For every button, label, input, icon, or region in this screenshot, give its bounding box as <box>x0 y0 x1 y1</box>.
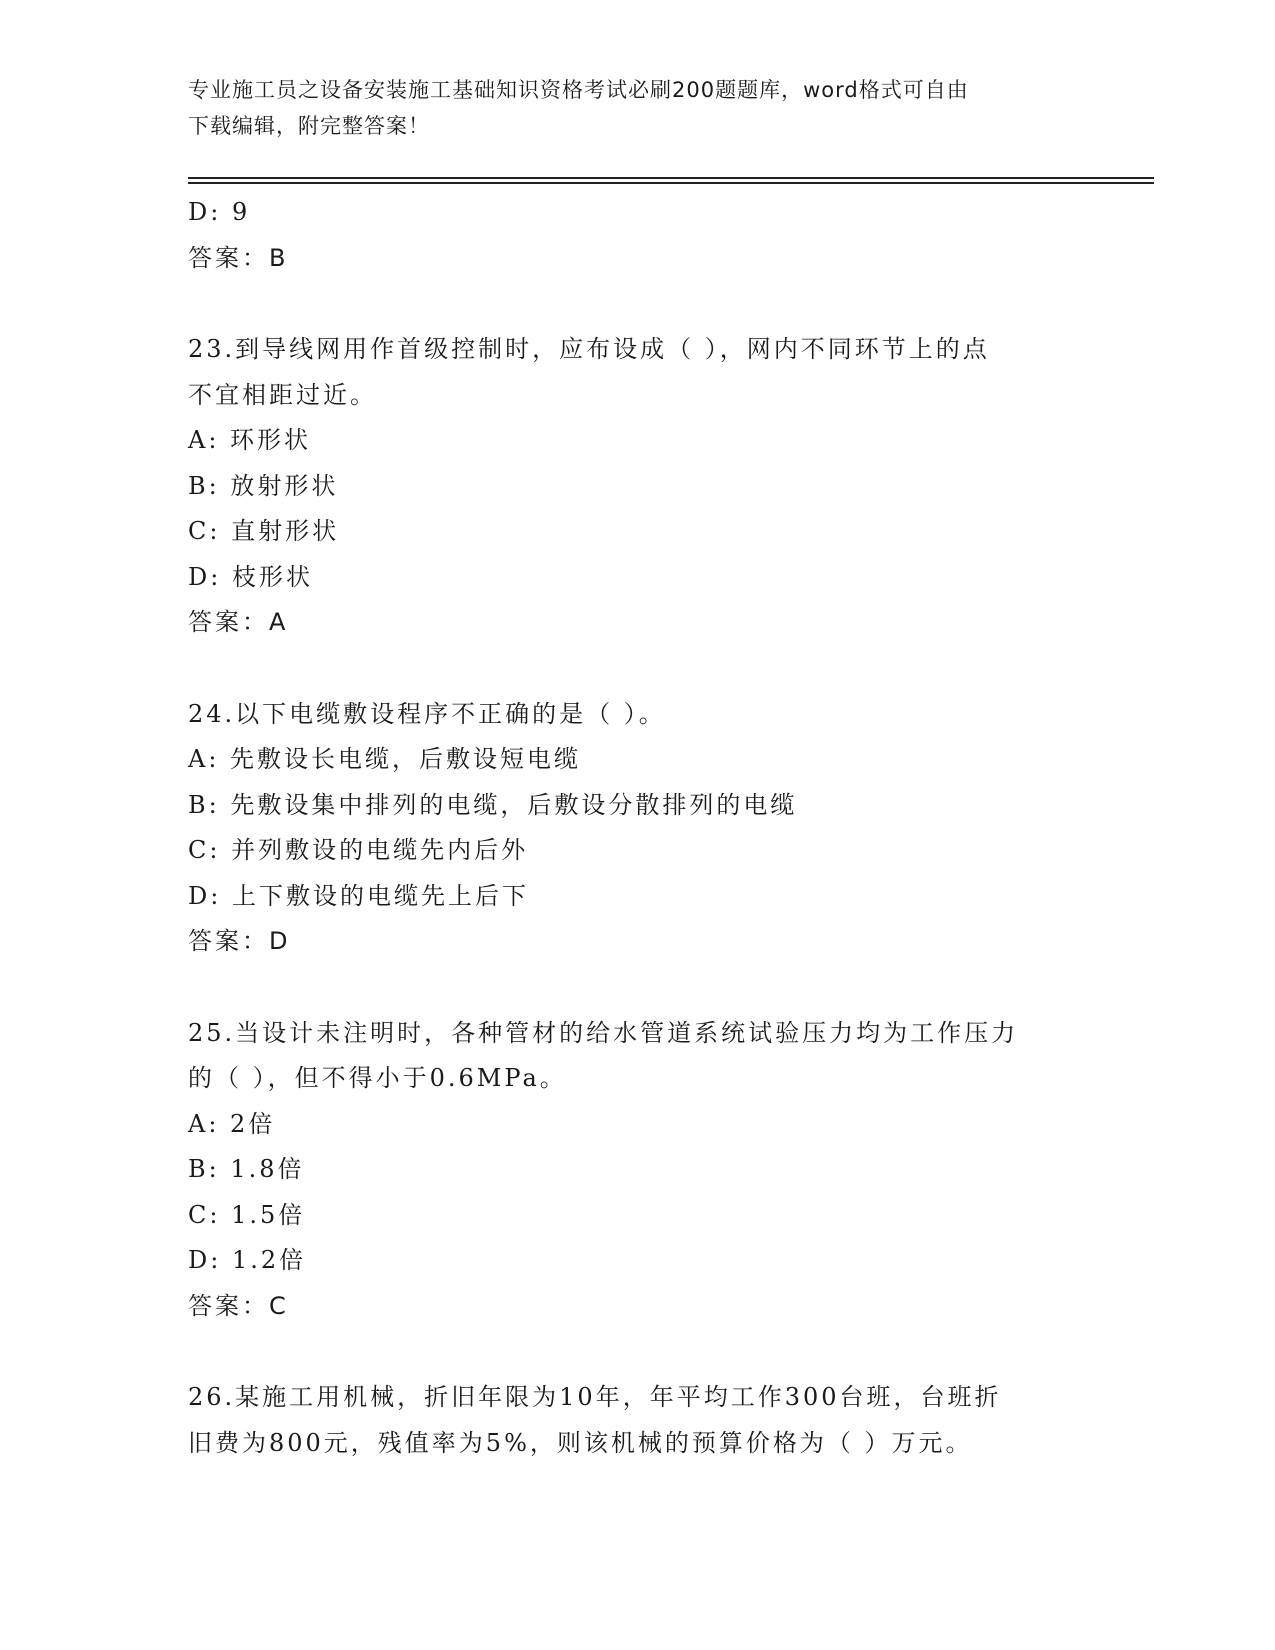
option-a: A: 环形状 <box>188 426 312 454</box>
question-stem: 25.当设计未注明时，各种管材的给水管道系统试验压力均为工作压力 <box>188 1018 1019 1047</box>
option-b: B: 先敷设集中排列的电缆，后敷设分散排列的电缆 <box>188 790 798 819</box>
option-a: A: 先敷设长电缆，后敷设短电缆 <box>188 745 582 773</box>
question-stem: 23.到导线网用作首级控制时，应布设成（ ），网内不同环节上的点 <box>188 335 990 363</box>
question-stem: 26.某施工用机械，折旧年限为10年，年平均工作300台班，台班折 <box>188 1383 1002 1411</box>
header-title-line-2: 下载编辑，附完整答案！ <box>188 114 430 138</box>
spacer <box>188 1329 1088 1375</box>
option-d: D: 上下敷设的电缆先上后下 <box>188 881 529 910</box>
document-header <box>188 72 1078 144</box>
option-d: D: 1.2倍 <box>188 1246 307 1274</box>
question-stem-continued: 的（ ），但不得小于0.6MPa。 <box>188 1064 567 1092</box>
option-b: B: 1.8倍 <box>188 1155 305 1183</box>
question-26 <box>188 1375 1088 1466</box>
question-23 <box>188 327 1088 646</box>
option-c: C: 1.5倍 <box>188 1200 306 1229</box>
question-stem: 24.以下电缆敷设程序不正确的是（ ）。 <box>188 699 666 728</box>
answer-line: 答案：C <box>188 1291 289 1320</box>
spacer <box>188 281 1088 327</box>
option-b: B: 放射形状 <box>188 471 339 500</box>
question-25 <box>188 1011 1088 1330</box>
option-d: D: 枝形状 <box>188 562 313 591</box>
question-list <box>188 190 1088 1466</box>
option-a: A: 2倍 <box>188 1109 276 1138</box>
header-divider-top <box>188 177 1154 179</box>
question-24 <box>188 692 1088 965</box>
option-c: C: 并列敷设的电缆先内后外 <box>188 836 529 864</box>
header-title-line-1: 专业施工员之设备安装施工基础知识资格考试必刷200题题库，word格式可自由 <box>188 78 969 102</box>
spacer <box>188 965 1088 1011</box>
question-stem-continued: 旧费为800元，残值率为5%，则该机械的预算价格为（ ）万元。 <box>188 1428 973 1457</box>
header-divider-bottom <box>188 182 1154 184</box>
answer-line: 答案：A <box>188 608 289 636</box>
option-c: C: 直射形状 <box>188 517 340 545</box>
question-stem-continued: 不宜相距过近。 <box>188 380 377 409</box>
option-d: D: 9 <box>188 198 251 226</box>
answer-line: 答案：B <box>188 243 289 272</box>
spacer <box>188 646 1088 692</box>
answer-line: 答案：D <box>188 927 291 955</box>
